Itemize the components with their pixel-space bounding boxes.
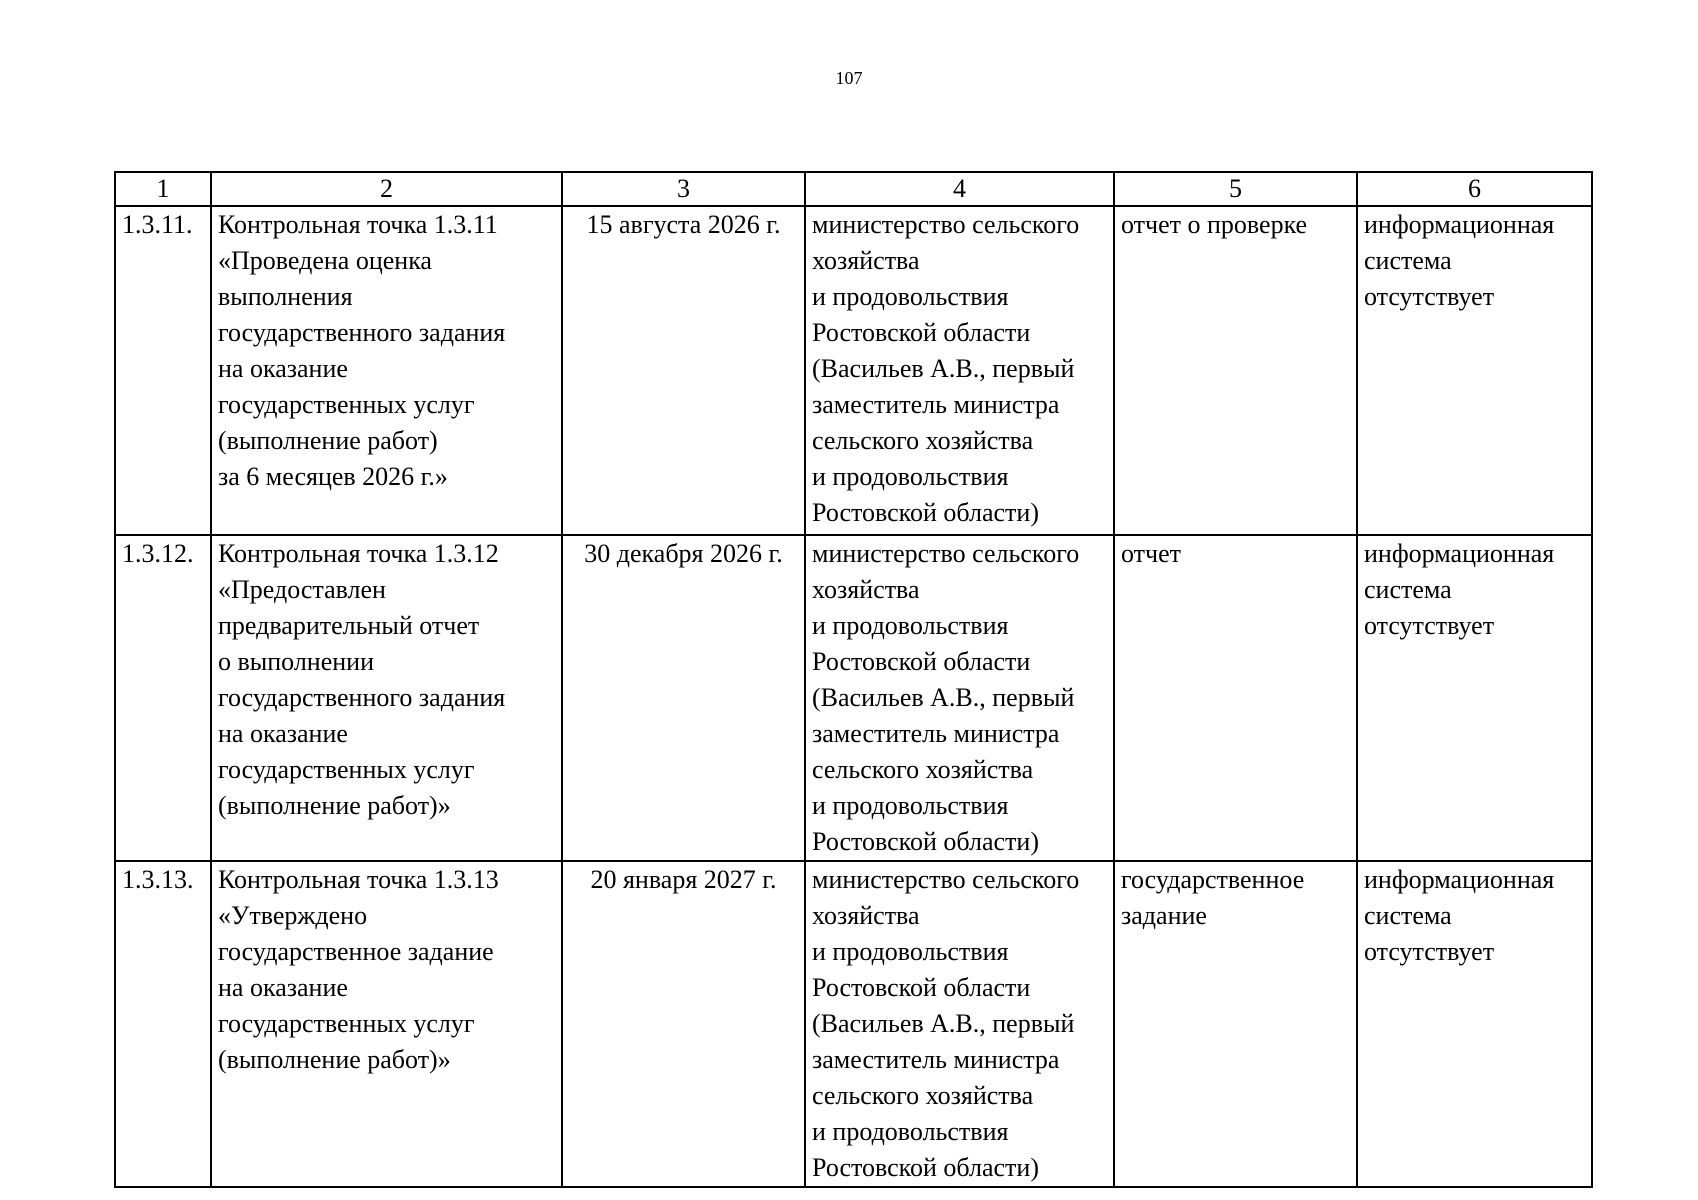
document-type: отчет (1114, 535, 1357, 861)
page-number: 107 (835, 68, 863, 88)
table-header-row (115, 172, 1592, 206)
column-header-6: 6 (1357, 172, 1592, 206)
column-header-5: 5 (1114, 172, 1357, 206)
table-row (115, 206, 1592, 535)
column-header-4: 4 (805, 172, 1114, 206)
deadline-date: 20 января 2027 г. (562, 861, 805, 1187)
control-point-name: Контрольная точка 1.3.11 «Проведена оценка выполнения государственного задания на оказание государственных услуг (выполнение работ) за 6 месяцев 2026 г.» (211, 206, 562, 535)
responsible-executor: министерство сельского хозяйства и продовольствия Ростовской области (Васильев А.В., первый заместитель министра сельского хозяйства и продовольствия Ростовской области) (805, 861, 1114, 1187)
document-type: отчет о проверке (1114, 206, 1357, 535)
information-system: информационная система отсутствует (1357, 535, 1592, 861)
column-header-1: 1 (115, 172, 211, 206)
information-system: информационная система отсутствует (1357, 206, 1592, 535)
control-points-table (114, 171, 1593, 1188)
table-row (115, 861, 1592, 1187)
row-number: 1.3.12. (115, 535, 211, 861)
control-point-name: Контрольная точка 1.3.13 «Утверждено государственное задание на оказание государственных услуг (выполнение работ)» (211, 861, 562, 1187)
row-number: 1.3.11. (115, 206, 211, 535)
deadline-date: 15 августа 2026 г. (562, 206, 805, 535)
responsible-executor: министерство сельского хозяйства и продовольствия Ростовской области (Васильев А.В., первый заместитель министра сельского хозяйства и продовольствия Ростовской области) (805, 535, 1114, 861)
responsible-executor: министерство сельского хозяйства и продовольствия Ростовской области (Васильев А.В., первый заместитель министра сельского хозяйства и продовольствия Ростовской области) (805, 206, 1114, 535)
document-type: государственное задание (1114, 861, 1357, 1187)
column-header-2: 2 (211, 172, 562, 206)
information-system: информационная система отсутствует (1357, 861, 1592, 1187)
table-row (115, 535, 1592, 861)
row-number: 1.3.13. (115, 861, 211, 1187)
column-header-3: 3 (562, 172, 805, 206)
deadline-date: 30 декабря 2026 г. (562, 535, 805, 861)
control-point-name: Контрольная точка 1.3.12 «Предоставлен предварительный отчет о выполнении государственного задания на оказание государственных услуг (выполнение работ)» (211, 535, 562, 861)
